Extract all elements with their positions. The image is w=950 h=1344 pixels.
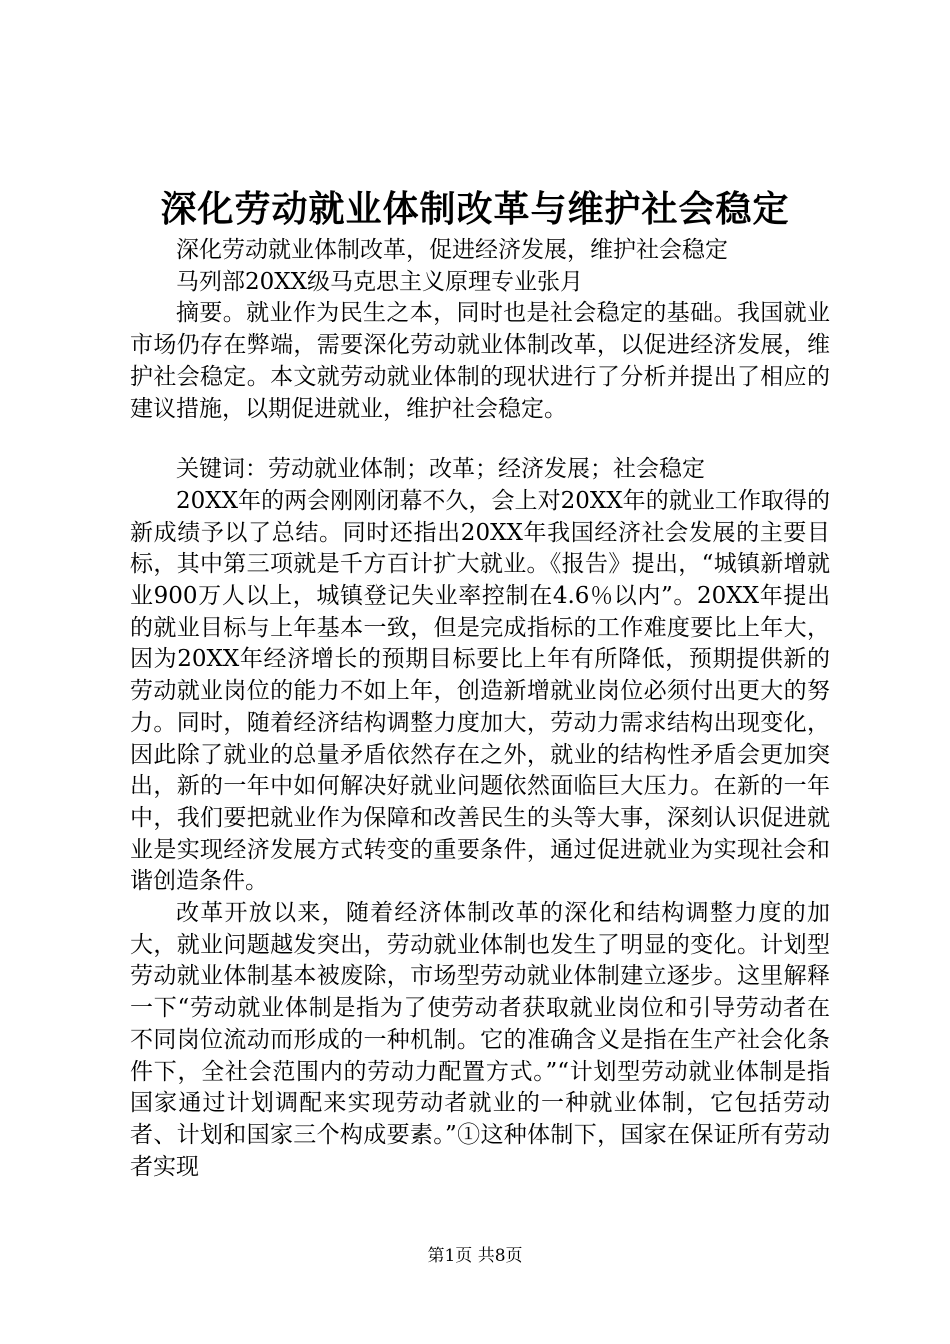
keywords-line: 关键词：劳动就业体制；改革；经济发展；社会稳定 bbox=[176, 456, 705, 483]
subtitle-line: 深化劳动就业体制改革，促进经济发展，维护社会稳定 bbox=[176, 237, 728, 263]
body-paragraph-1: 20XX年的两会刚刚闭幕不久，会上对20XX年的就业工作取得的新成绩予以了总结。同时还指出20XX年我国经济社会发展的主要目标，其中第三项就是千方百计扩大就业。《报告》提出，“城镇新增就业900万人以上，城镇登记失业率控制在4.6％以内”。20XX年提出的就业目标与上年基本一致，但是完成指标的工作难度要比上年大，因为20XX年经济增长的预期目标要比上年有所降低，预期提供新的劳动就业岗位的能力不如上年，创造新增就业岗位必须付出更大的努力。同时，随着经济结构调整力度加大，劳动力需求结构出现变化，因此除了就业的总量矛盾依然存在之外，就业的结构性矛盾会更加突出，新的一年中如何解决好就业问题依然面临巨大压力。在新的一年中，我们要把就业作为保障和改善民生的头等大事，深刻认识促进就业是实现经济发展方式转变的重要条件，通过促进就业为实现社会和谐创造条件。 bbox=[130, 487, 830, 895]
author-line: 马列部20XX级马克思主义原理专业张月 bbox=[176, 268, 584, 295]
body-paragraph-2: 改革开放以来，随着经济体制改革的深化和结构调整力度的加大，就业问题越发突出，劳动就业体制也发生了明显的变化。计划型劳动就业体制基本被废除，市场型劳动就业体制建立逐步。这里解释一下“劳动就业体制是指为了使劳动者获取就业岗位和引导劳动者在不同岗位流动而形成的一种机制。它的准确含义是指在生产社会化条件下，全社会范围内的劳动力配置方式。”“计划型劳动就业体制是指国家通过计划调配来实现劳动者就业的一种就业体制，它包括劳动者、计划和国家三个构成要素。”①这种体制下，国家在保证所有劳动者实现 bbox=[130, 900, 830, 1180]
document-title: 深化劳动就业体制改革与维护社会稳定 bbox=[160, 188, 790, 230]
abstract-paragraph: 摘要。就业作为民生之本，同时也是社会稳定的基础。我国就业市场仍存在弊端，需要深化劳动就业体制改革，以促进经济发展，维护社会稳定。本文就劳动就业体制的现状进行了分析并提出了相应的建议措施，以期促进就业，维护社会稳定。 bbox=[130, 300, 830, 422]
page-number-footer: 第1页 共8页 bbox=[427, 1246, 523, 1266]
document-body bbox=[130, 235, 830, 1183]
